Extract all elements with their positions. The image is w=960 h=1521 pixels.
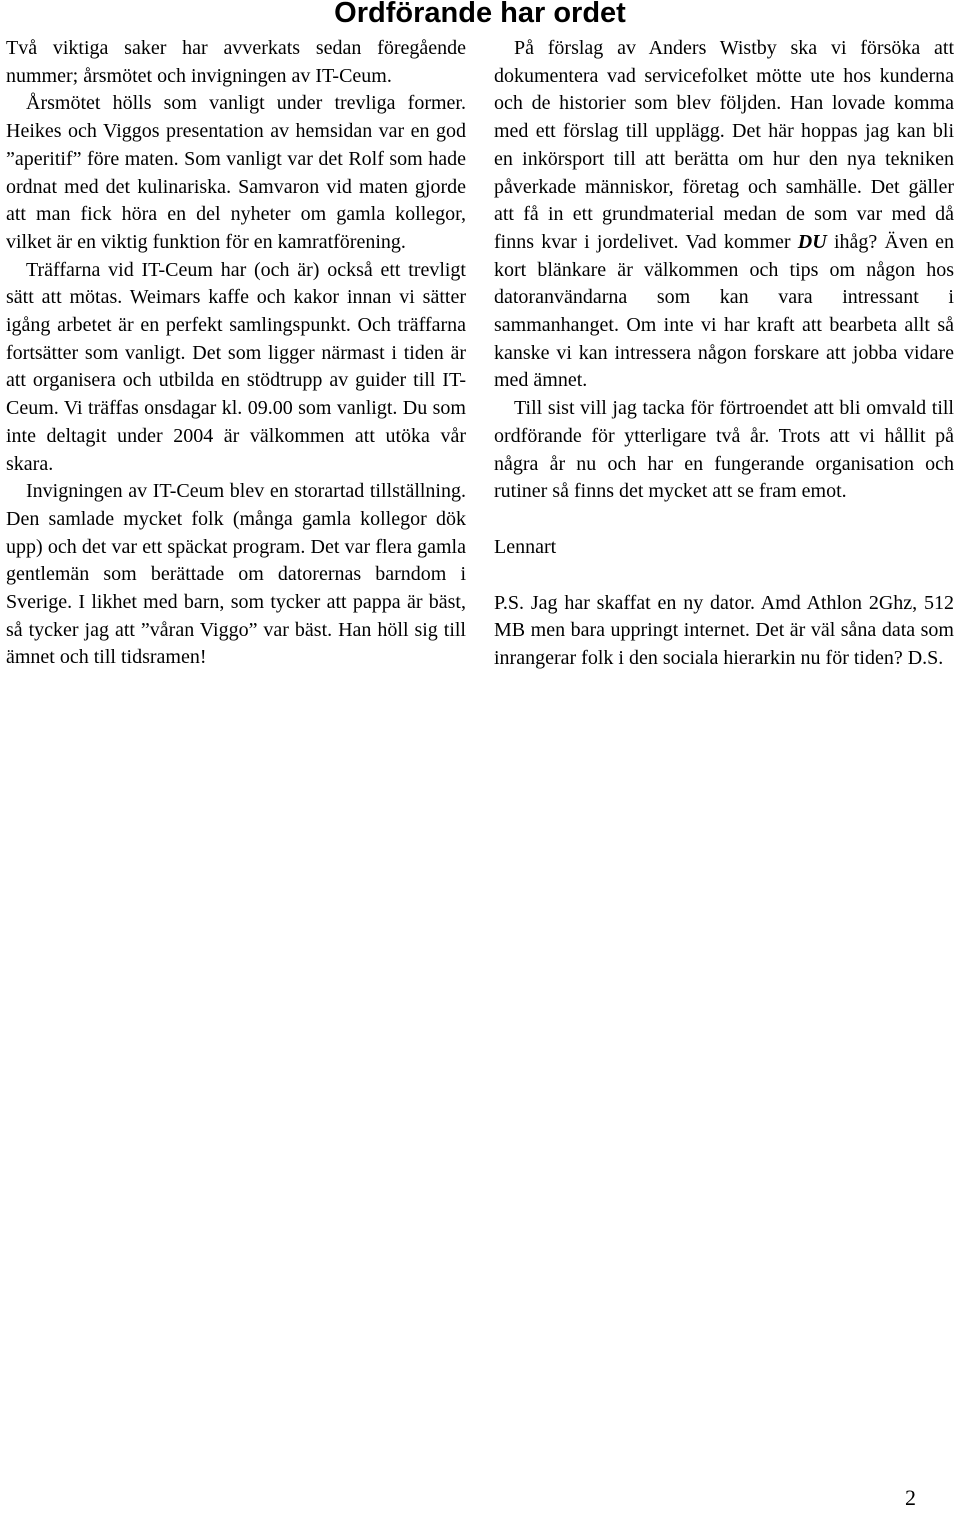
paragraph-documentation [494,35,954,395]
article-title: Ordförande har ordet [334,0,626,29]
signature: Lennart [494,535,557,558]
paragraph-documentation-part-2: ihåg? Även en kort blänkare är välkommen och tips om någon hos datoranvändarna som kan vara intressant i sammanhanget. Om inte vi har kraft att bearbeta allt så kanske vi kan intressera någon forskare att jobba vidare med ämnet. [494,230,955,392]
postscript: P.S. Jag har skaffat en ny dator. Amd Athlon 2Ghz, 512 MB men bara uppringt internet. Det är väl såna data som inrangerar folk i den sociala hierarkin nu för tiden? D.S. [494,591,954,670]
paragraph-annual-meeting: Årsmötet hölls som vanligt under trevliga former. Heikes och Viggos presentation av hemsidan var en god ”aperitif” före maten. Som vanligt var det Rolf som hade ordnat med det kulinariska. Samvaron vid maten gjorde att man fick höra en del nyheter om gamla kollegor, vilket är en viktig funktion för en kamratförening. [6,92,466,253]
emphasis-du: DU [797,230,827,253]
paragraph-intro: Två viktiga saker har avverkats sedan föregående nummer; årsmötet och invigningen av IT-Ceum. [6,37,466,87]
paragraph-documentation-part-1: På förslag av Anders Wistby ska vi försöka att dokumentera vad servicefolket mötte ute hos kunderna och de historier som blev följden. Han lovade komma med ett förslag till upplägg. Det här hoppas jag kan bli en inkörsport till att berätta om hur den nya tekniken påverkade människor, företag och samhälle. Det gäller att få in ett grundmaterial medan de som var med då finns kvar i jordelivet. Vad kommer [494,37,954,253]
right-column [494,35,954,673]
left-column [6,35,466,672]
paragraph-thanks: Till sist vill jag tacka för förtroendet att bli omvald till ordförande för ytterligare två år. Trots att vi hållit på några år nu och har en fungerande organisation och rutiner så finns det mycket att se fram emot. [494,397,954,503]
paragraph-inauguration: Invigningen av IT-Ceum blev en storartad tillställning. Den samlade mycket folk (många gamla kollegor dök upp) och det var ett späckat program. Det var flera gamla gentlemän som berättade om datorernas barndom i Sverige. I likhet med barn, som tycker att pappa är bäst, så tycker jag att ”våran Viggo” var bäst. Han höll sig till ämnet och till tidsramen! [6,480,466,669]
page-number: 2 [905,1485,916,1510]
paragraph-meetings: Träffarna vid IT-Ceum har (och är) också ett trevligt sätt att mötas. Weimars kaffe och kakor innan vi sätter igång arbetet är en perfekt samlingspunkt. Och träffarna fortsätter som vanligt. Det som ligger närmast i tiden är att organisera och utbilda en stödtrupp av guider till IT-Ceum. Vi träffas onsdagar kl. 09.00 som vanligt. Du som inte deltagit under 2004 är välkommen att utöka vår skara. [6,258,466,475]
